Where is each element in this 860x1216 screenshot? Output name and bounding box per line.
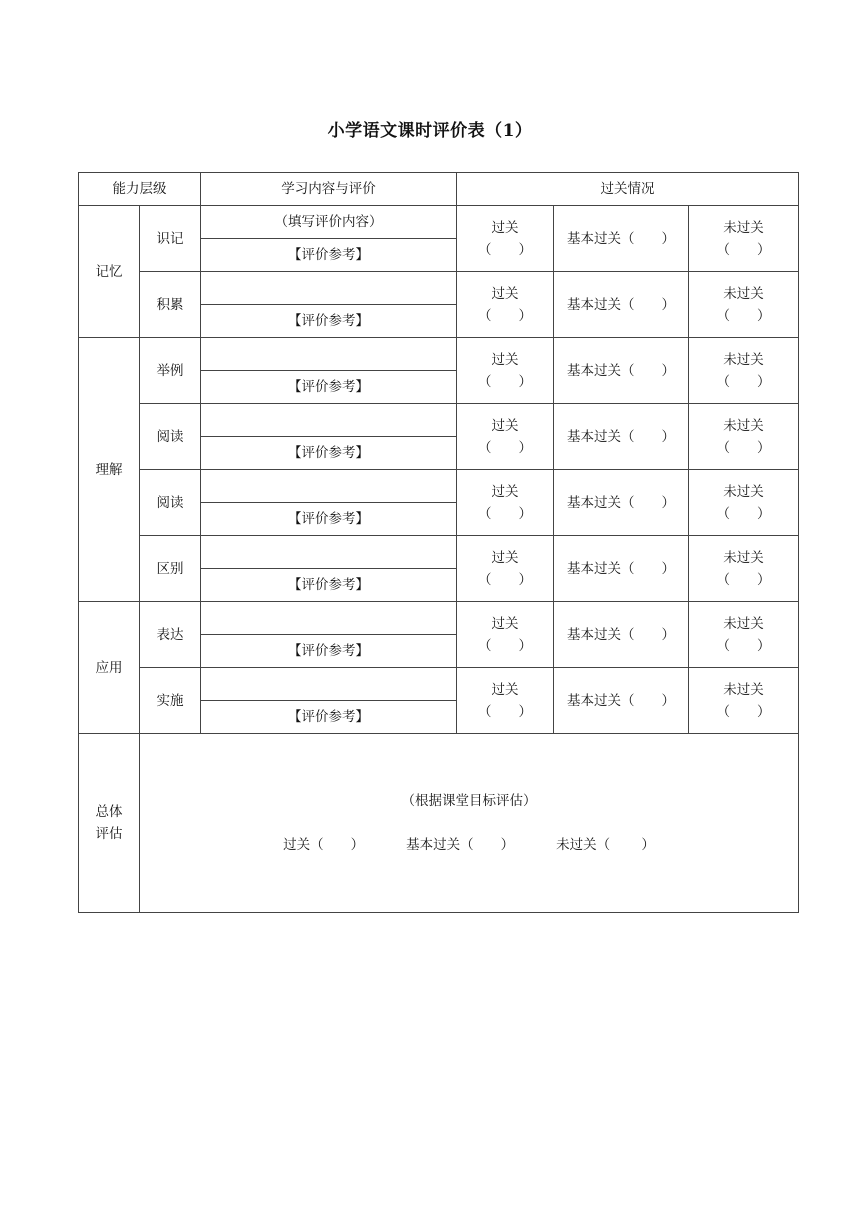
table-row <box>79 272 799 305</box>
header-content: 学习内容与评价 <box>201 173 457 206</box>
basic-pass-cell[interactable]: 基本过关（ ） <box>554 536 689 602</box>
fail-cell[interactable] <box>689 668 799 734</box>
pass-paren: （ ） <box>478 373 532 390</box>
evaluation-reference: 【评价参考】 <box>201 701 457 734</box>
pass-cell[interactable] <box>457 404 554 470</box>
header-row <box>79 173 799 206</box>
header-status: 过关情况 <box>457 173 799 206</box>
item-label-cell: 阅读 <box>140 404 201 470</box>
fail-label: 未过关 <box>723 483 764 500</box>
pass-label: 过关 <box>491 351 519 368</box>
fail-paren: （ ） <box>716 637 771 654</box>
fail-label: 未过关 <box>723 417 764 434</box>
item-label-cell: 识记 <box>140 206 201 272</box>
pass-label: 过关 <box>491 615 519 632</box>
fail-cell[interactable] <box>689 338 799 404</box>
table-row <box>79 404 799 437</box>
table-row <box>79 536 799 569</box>
table-row <box>79 338 799 371</box>
basic-pass-cell[interactable]: 基本过关（ ） <box>554 404 689 470</box>
basic-pass-cell[interactable]: 基本过关（ ） <box>554 470 689 536</box>
pass-paren: （ ） <box>478 307 532 324</box>
pass-cell[interactable] <box>457 536 554 602</box>
overall-cell <box>140 734 799 913</box>
basic-pass-cell[interactable]: 基本过关（ ） <box>554 272 689 338</box>
overall-option[interactable]: 基本过关（ ） <box>406 837 515 853</box>
content-field[interactable] <box>201 404 457 437</box>
pass-paren: （ ） <box>478 703 532 720</box>
pass-label: 过关 <box>491 483 519 500</box>
pass-label: 过关 <box>491 219 519 236</box>
fail-cell[interactable] <box>689 272 799 338</box>
fail-paren: （ ） <box>716 703 771 720</box>
pass-cell[interactable] <box>457 338 554 404</box>
item-label-cell: 阅读 <box>140 470 201 536</box>
fail-label: 未过关 <box>723 219 764 236</box>
content-field[interactable] <box>201 602 457 635</box>
fail-paren: （ ） <box>716 241 771 258</box>
ability-level-cell: 记忆 <box>79 206 140 338</box>
overall-option[interactable]: 未过关（ ） <box>556 837 655 853</box>
table-row <box>79 206 799 239</box>
basic-pass-cell[interactable]: 基本过关（ ） <box>554 668 689 734</box>
fail-cell[interactable] <box>689 404 799 470</box>
fail-label: 未过关 <box>723 681 764 698</box>
pass-cell[interactable] <box>457 470 554 536</box>
content-field[interactable] <box>201 272 457 305</box>
fail-paren: （ ） <box>716 571 771 588</box>
evaluation-reference: 【评价参考】 <box>201 503 457 536</box>
content-field[interactable] <box>201 536 457 569</box>
pass-paren: （ ） <box>478 637 532 654</box>
pass-label: 过关 <box>491 681 519 698</box>
pass-paren: （ ） <box>478 241 532 258</box>
pass-cell[interactable] <box>457 668 554 734</box>
overall-row <box>79 734 799 913</box>
pass-label: 过关 <box>491 549 519 566</box>
item-label-cell: 实施 <box>140 668 201 734</box>
fail-label: 未过关 <box>723 351 764 368</box>
item-label-cell: 表达 <box>140 602 201 668</box>
pass-paren: （ ） <box>478 505 532 522</box>
pass-cell[interactable] <box>457 206 554 272</box>
basic-pass-cell[interactable]: 基本过关（ ） <box>554 602 689 668</box>
content-field[interactable] <box>201 668 457 701</box>
pass-paren: （ ） <box>478 571 532 588</box>
table-row <box>79 668 799 701</box>
page-title: 小学语文课时评价表（1） <box>327 121 533 141</box>
basic-pass-cell[interactable]: 基本过关（ ） <box>554 206 689 272</box>
evaluation-reference: 【评价参考】 <box>201 635 457 668</box>
pass-cell[interactable] <box>457 602 554 668</box>
evaluation-reference: 【评价参考】 <box>201 437 457 470</box>
content-field[interactable] <box>201 470 457 503</box>
fail-label: 未过关 <box>723 285 764 302</box>
item-label-cell: 举例 <box>140 338 201 404</box>
content-field[interactable]: （填写评价内容） <box>201 206 457 239</box>
fail-cell[interactable] <box>689 470 799 536</box>
basic-pass-cell[interactable]: 基本过关（ ） <box>554 338 689 404</box>
ability-level-cell: 理解 <box>79 338 140 602</box>
evaluation-reference: 【评价参考】 <box>201 239 457 272</box>
fail-label: 未过关 <box>723 549 764 566</box>
fail-paren: （ ） <box>716 505 771 522</box>
pass-cell[interactable] <box>457 272 554 338</box>
fail-cell[interactable] <box>689 206 799 272</box>
pass-label: 过关 <box>491 417 519 434</box>
pass-label: 过关 <box>491 285 519 302</box>
overall-label-line: 总体 <box>95 804 123 820</box>
evaluation-reference: 【评价参考】 <box>201 371 457 404</box>
fail-paren: （ ） <box>716 307 771 324</box>
table-row <box>79 470 799 503</box>
evaluation-reference: 【评价参考】 <box>201 305 457 338</box>
overall-label-line: 评估 <box>95 826 123 842</box>
pass-paren: （ ） <box>478 439 532 456</box>
overall-note: （根据课堂目标评估） <box>401 793 537 809</box>
fail-paren: （ ） <box>716 373 771 390</box>
content-field[interactable] <box>201 338 457 371</box>
fail-label: 未过关 <box>723 615 764 632</box>
evaluation-reference: 【评价参考】 <box>201 569 457 602</box>
table-row <box>79 602 799 635</box>
fail-cell[interactable] <box>689 602 799 668</box>
evaluation-table <box>78 172 799 913</box>
overall-label-cell <box>79 734 140 913</box>
ability-level-cell: 应用 <box>79 602 140 734</box>
overall-option[interactable]: 过关（ ） <box>283 837 365 853</box>
header-ability: 能力层级 <box>79 173 201 206</box>
item-label-cell: 积累 <box>140 272 201 338</box>
fail-paren: （ ） <box>716 439 771 456</box>
fail-cell[interactable] <box>689 536 799 602</box>
item-label-cell: 区别 <box>140 536 201 602</box>
overall-options <box>283 834 655 856</box>
